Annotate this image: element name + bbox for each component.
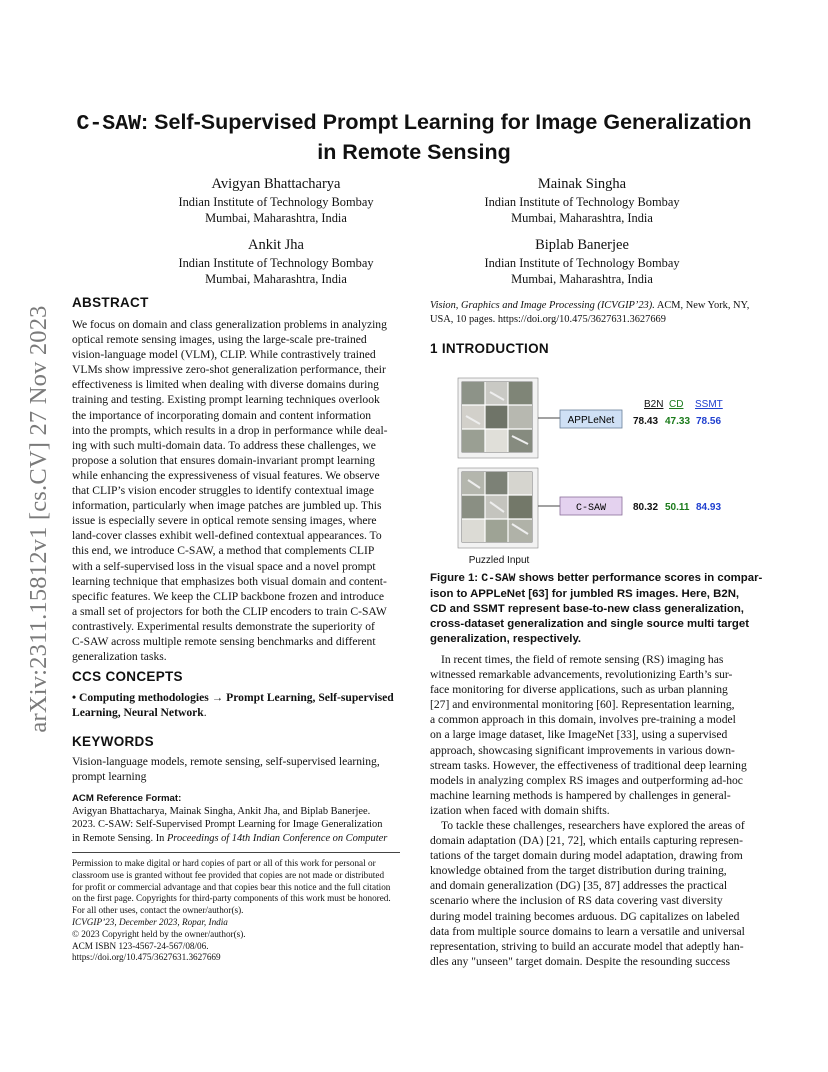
value-csaw-cd: 50.11 xyxy=(665,502,690,513)
author-affiliation: Indian Institute of Technology Bombay xyxy=(484,195,680,209)
intro-heading: 1 INTRODUCTION xyxy=(430,341,549,356)
author-affiliation: Indian Institute of Technology Bombay xyxy=(178,195,374,209)
author-location: Mumbai, Maharashtra, India xyxy=(511,272,653,286)
connector-line xyxy=(538,418,560,506)
author-block xyxy=(430,175,734,226)
abstract-text: We focus on domain and class generalization problems in analyzing optical remote sensing images, using the large-scale pre-trained vision-language model (VLM), CLIP. While contrastively trained VLMs show impressive zero-shot generalization performance, their effectiveness is limited when dealing with diverse domains during training and testing. Existing prompt learning techniques overlook the importance of incorporating domain and content information into the prompts, which results in a drop in performance while deal- ing with such multi-domain data. To address these challenges, we propose a solution that ensures domain-invariant prompt learning while enhancing the expressiveness of visual features. We observe that CLIP’s vision encoder struggles to identify contextual image information, particularly when image patches are jumbled up. This issue is especially severe in optical remote sensing images, where land-cover classes exhibit well-defined contextual appearances. To this end, we introduce C-SAW, a method that complements CLIP with a self-supervised loss in the visual space and a novel prompt learning technique that emphasizes both visual domain and content- specific features. We keep the CLIP backbone frozen and introduce a small set of projectors for both the CLIP encoders to train C-SAW contrastively. Experimental results demonstrate the superiority of C-SAW across multiple remote sensing benchmarks and different generalization tasks. xyxy=(72,318,388,664)
method-label-csaw: C-SAW xyxy=(575,503,607,514)
author-name: Biplab Banerjee xyxy=(535,237,629,253)
author-location: Mumbai, Maharashtra, India xyxy=(205,211,347,225)
author-block xyxy=(430,236,734,287)
value-csaw-ssmt: 84.93 xyxy=(696,502,722,513)
intro-paragraph-2: To tackle these challenges, researchers have explored the areas of domain adaptation (DA) [21, 72], which entails capturing represen- tations of the target domain during model adaptation, drawing from knowledge obtained from the target distribution during training, and domain generalization (DG) [35, 87] addresses the practical scenario where the inclusion of RS data covering vast diversity during model training becomes arduous. DG capitalizes on labeled data from multiple source domains to learn a versatile and universal representation, striving to build an accurate model that adeptly han- dles any "unseen" target domain. Despite the resounding success xyxy=(430,819,745,968)
keywords-text: Vision-language models, remote sensing, self-supervised learning, prompt learning xyxy=(72,755,380,784)
puzzled-input-label: Puzzled Input xyxy=(468,555,530,566)
header-ssmt: SSMT xyxy=(695,399,723,410)
method-label-applenet: APPLeNet xyxy=(567,415,615,426)
value-applenet-cd: 47.33 xyxy=(665,416,691,427)
ccs-heading: CCS CONCEPTS xyxy=(72,669,183,684)
header-b2n: B2N xyxy=(644,399,664,410)
header-cd: CD xyxy=(669,399,684,410)
paper-title xyxy=(60,108,768,166)
puzzled-image-stack-bottom xyxy=(458,468,538,548)
reference-continued: Vision, Graphics and Image Processing (ICVGIP’23). ACM, New York, NY, USA, 10 pages. https://doi.org/10.475/3627631.3627669 xyxy=(430,300,750,325)
title-method-name: C-SAW xyxy=(76,112,142,136)
puzzled-image-stack-top xyxy=(458,378,538,458)
author-block xyxy=(124,236,428,287)
abstract-heading: ABSTRACT xyxy=(72,295,149,310)
ccs-text: • Computing methodologies → Prompt Learning, Self-supervised Learning, Neural Network. xyxy=(72,691,394,720)
author-name: Ankit Jha xyxy=(248,237,304,253)
title-line1: : Self-Supervised Prompt Learning for Image Generalization xyxy=(141,110,752,134)
acm-reference: ACM Reference Format: Avigyan Bhattacharya, Mainak Singha, Ankit Jha, and Biplab Banerjee. 2023. C-SAW: Self-Supervised Prompt Learning for Image Generalization in Remote Sensing. In Proceedings of 14th Indian Conference on Computer xyxy=(72,793,388,844)
author-location: Mumbai, Maharashtra, India xyxy=(205,272,347,286)
author-name: Avigyan Bhattacharya xyxy=(211,176,341,192)
title-line2: in Remote Sensing xyxy=(317,140,511,164)
value-csaw-b2n: 80.32 xyxy=(633,502,659,513)
figure-1 xyxy=(430,372,766,568)
figure-caption: Figure 1: C-SAW shows better performance scores in compar- ison to APPLeNet [63] for jumbled RS images. Here, B2N, CD and SSMT represent base-to-new class generalization, cross-dataset generalization and single source multi target generalization, respectively. xyxy=(430,572,763,646)
author-affiliation: Indian Institute of Technology Bombay xyxy=(484,256,680,270)
author-affiliation: Indian Institute of Technology Bombay xyxy=(178,256,374,270)
permission-footnote: Permission to make digital or hard copies of part or all of this work for personal or classroom use is granted without fee provided that copies are not made or distributed for profit or commercial advantage and that copies bear this notice and the full citation on the first page. Copyrights for third-party components of this work must be honored. For all other uses, contact the owner/author(s). ICVGIP’23, December 2023, Ropar, India © 2023 Copyright held by the owner/author(s). ACM ISBN 123-4567-24-567/08/06. https://doi.org/10.475/3627631.3627669 xyxy=(72,858,391,963)
arxiv-stamp: arXiv:2311.15812v1 [cs.CV] 27 Nov 2023 xyxy=(25,305,52,733)
author-location: Mumbai, Maharashtra, India xyxy=(511,211,653,225)
intro-paragraph-1: In recent times, the field of remote sensing (RS) imaging has witnessed remarkable advancements, revolutionizing Earth’s sur- face monitoring for diverse applications, such as urban planning [27] and environmental monitoring [60]. Representation learning, a common approach in this domain, involves pre-training a model on a large image dataset, like ImageNet [33], using a supervised approach, showcasing significant improvements in various down- stream tasks. However, the effectiveness of traditional deep learning models in analyzing complex RS images and outperforming ad-hoc machine learning methods is hampered by challenges in general- ization when faced with domain shifts. xyxy=(430,653,747,817)
footnote-divider xyxy=(72,852,400,853)
value-applenet-ssmt: 78.56 xyxy=(696,416,722,427)
keywords-heading: KEYWORDS xyxy=(72,734,154,749)
value-applenet-b2n: 78.43 xyxy=(633,416,659,427)
author-block xyxy=(124,175,428,226)
author-name: Mainak Singha xyxy=(537,176,627,192)
